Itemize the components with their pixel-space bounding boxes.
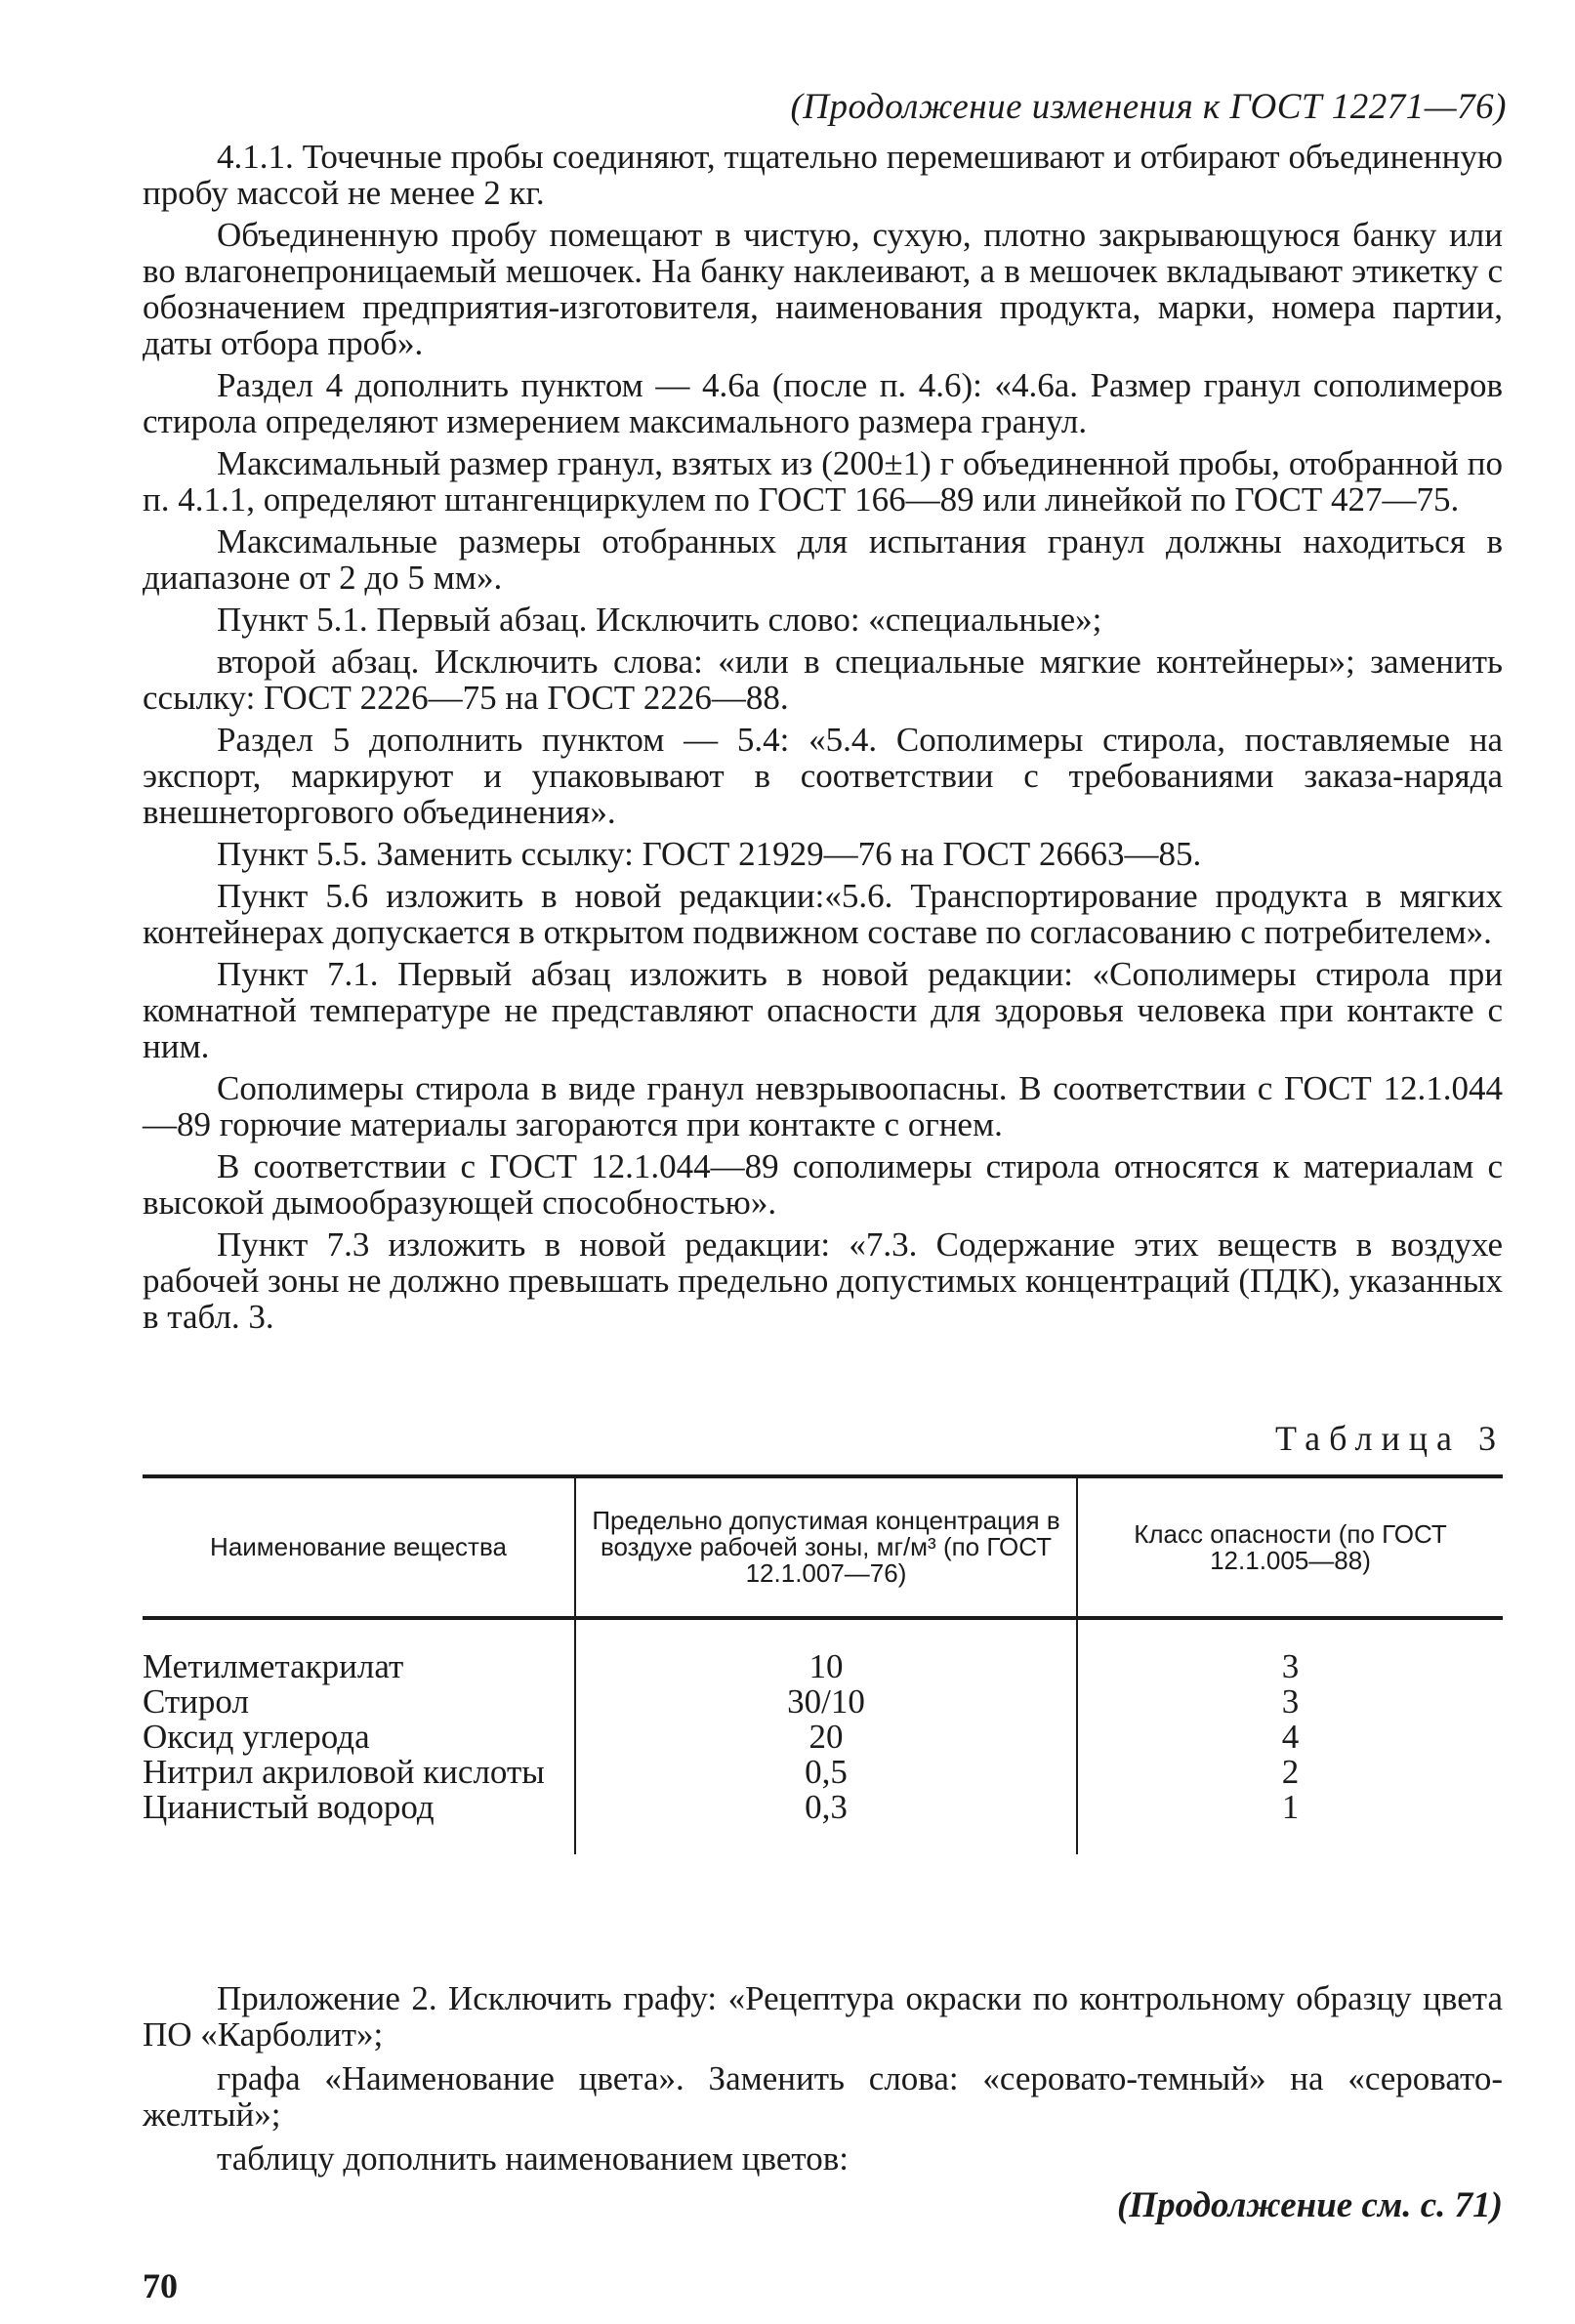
hazard-class-value: 2 xyxy=(1077,1755,1503,1790)
header-substance-name: Наименование вещества xyxy=(143,1476,575,1618)
paragraph: Приложение 2. Исключить графу: «Рецептура окраски по контрольному образцу цвета ПО «Карболит»; xyxy=(143,1979,1503,2054)
concentration-value: 0,3 xyxy=(575,1790,1077,1854)
body-text xyxy=(143,139,1503,1341)
table-caption: Таблица 3 xyxy=(1275,1419,1505,1458)
header-hazard-class: Класс опасности (по ГОСТ 12.1.005—88) xyxy=(1077,1476,1503,1618)
substance-name: Стирол xyxy=(143,1682,249,1721)
table-row xyxy=(143,1618,1503,1684)
continuation-footer: (Продолжение см. с. 71) xyxy=(1116,2185,1503,2225)
paragraph: Пункт 5.5. Заменить ссылку: ГОСТ 21929—76 на ГОСТ 26663—85. xyxy=(217,835,1202,873)
substance-name: Оксид углерода xyxy=(143,1718,370,1756)
substances-table xyxy=(143,1474,1503,1854)
concentration-value: 10 xyxy=(575,1618,1077,1684)
page-number: 70 xyxy=(143,2266,178,2305)
hazard-class-value: 4 xyxy=(1077,1720,1503,1755)
paragraph: Пункт 7.3 изложить в новой редакции: «7.3. Содержание этих веществ в воздухе рабочей зоны не должно превышать предельно допустимых концентраций (ПДК), указанных в табл. 3. xyxy=(143,1225,1503,1336)
paragraph: 4.1.1. Точечные пробы соединяют, тщательно перемешивают и отбирают объединенную пробу массой не менее 2 кг. xyxy=(143,138,1503,212)
paragraph: Объединенную пробу помещают в чистую, сухую, плотно закрывающуюся банку или во влагонепроницаемый мешочек. На банку наклеивают, а в мешочек вкладывают этикетку с обозначением предприятия-изготовителя, наименования продукта, марки, номера партии, даты отбора проб». xyxy=(143,216,1503,362)
paragraph: Пункт 5.1. Первый абзац. Исключить слово: «специальные»; xyxy=(217,601,1102,639)
paragraph: Раздел 5 дополнить пунктом — 5.4: «5.4. Сополимеры стирола, поставляемые на экспорт, маркируют и упаковывают в соответствии с требованиями заказа-наряда внешнеторгового объединения». xyxy=(143,721,1503,831)
after-table-text xyxy=(143,1980,1503,2184)
concentration-value: 0,5 xyxy=(575,1755,1077,1790)
substance-name: Нитрил акриловой кислоты xyxy=(143,1753,545,1791)
concentration-value: 20 xyxy=(575,1720,1077,1755)
concentration-value: 30/10 xyxy=(575,1684,1077,1720)
table-row xyxy=(143,1755,1503,1790)
table-row xyxy=(143,1720,1503,1755)
paragraph: В соответствии с ГОСТ 12.1.044—89 сополимеры стирола относятся к материалам с высокой дымообразующей способностью». xyxy=(143,1147,1503,1222)
paragraph: Сополимеры стирола в виде гранул невзрывоопасны. В соответствии с ГОСТ 12.1.044—89 горючие материалы загораются при контакте с огнем. xyxy=(143,1069,1503,1143)
paragraph: графа «Наименование цвета». Заменить слова: «серовато-темный» на «серовато-желтый»; xyxy=(143,2059,1503,2134)
table-header-row xyxy=(143,1476,1503,1618)
paragraph: второй абзац. Исключить слова: «или в специальные мягкие контейнеры»; заменить ссылку: ГОСТ 2226—75 на ГОСТ 2226—88. xyxy=(143,643,1503,717)
paragraph: Пункт 5.6 изложить в новой редакции:«5.6. Транспортирование продукта в мягких контейнерах допускается в открытом подвижном составе по согласованию с потребителем». xyxy=(143,877,1503,951)
paragraph: Максимальные размеры отобранных для испытания гранул должны находиться в диапазоне от 2 до 5 мм». xyxy=(143,522,1503,597)
header-max-concentration: Предельно допустимая концентрация в воздухе рабочей зоны, мг/м³ (по ГОСТ 12.1.007—76) xyxy=(575,1476,1077,1618)
paragraph: Максимальный размер гранул, взятых из (200±1) г объединенной пробы, отобранной по п. 4.1.1, определяют штангенциркулем по ГОСТ 166—89 или линейкой по ГОСТ 427—75. xyxy=(143,444,1503,519)
paragraph: Пункт 7.1. Первый абзац изложить в новой редакции: «Сополимеры стирола при комнатной температуре не представляют опасности для здоровья человека при контакте с ним. xyxy=(143,955,1503,1065)
hazard-class-value: 3 xyxy=(1077,1684,1503,1720)
table-row xyxy=(143,1684,1503,1720)
substances-table-wrap xyxy=(143,1474,1503,1854)
hazard-class-value: 3 xyxy=(1077,1618,1503,1684)
table-row xyxy=(143,1790,1503,1854)
substance-name: Цианистый водород xyxy=(143,1788,435,1826)
paragraph: Раздел 4 дополнить пунктом — 4.6а (после п. 4.6): «4.6а. Размер гранул сополимеров стирола определяют измерением максимального размера гранул. xyxy=(143,366,1503,440)
substance-name: Метилметакрилат xyxy=(143,1647,404,1685)
continuation-header: (Продолжение изменения к ГОСТ 12271—76) xyxy=(790,87,1507,127)
paragraph: таблицу дополнить наименованием цветов: xyxy=(217,2139,849,2178)
hazard-class-value: 1 xyxy=(1077,1790,1503,1854)
